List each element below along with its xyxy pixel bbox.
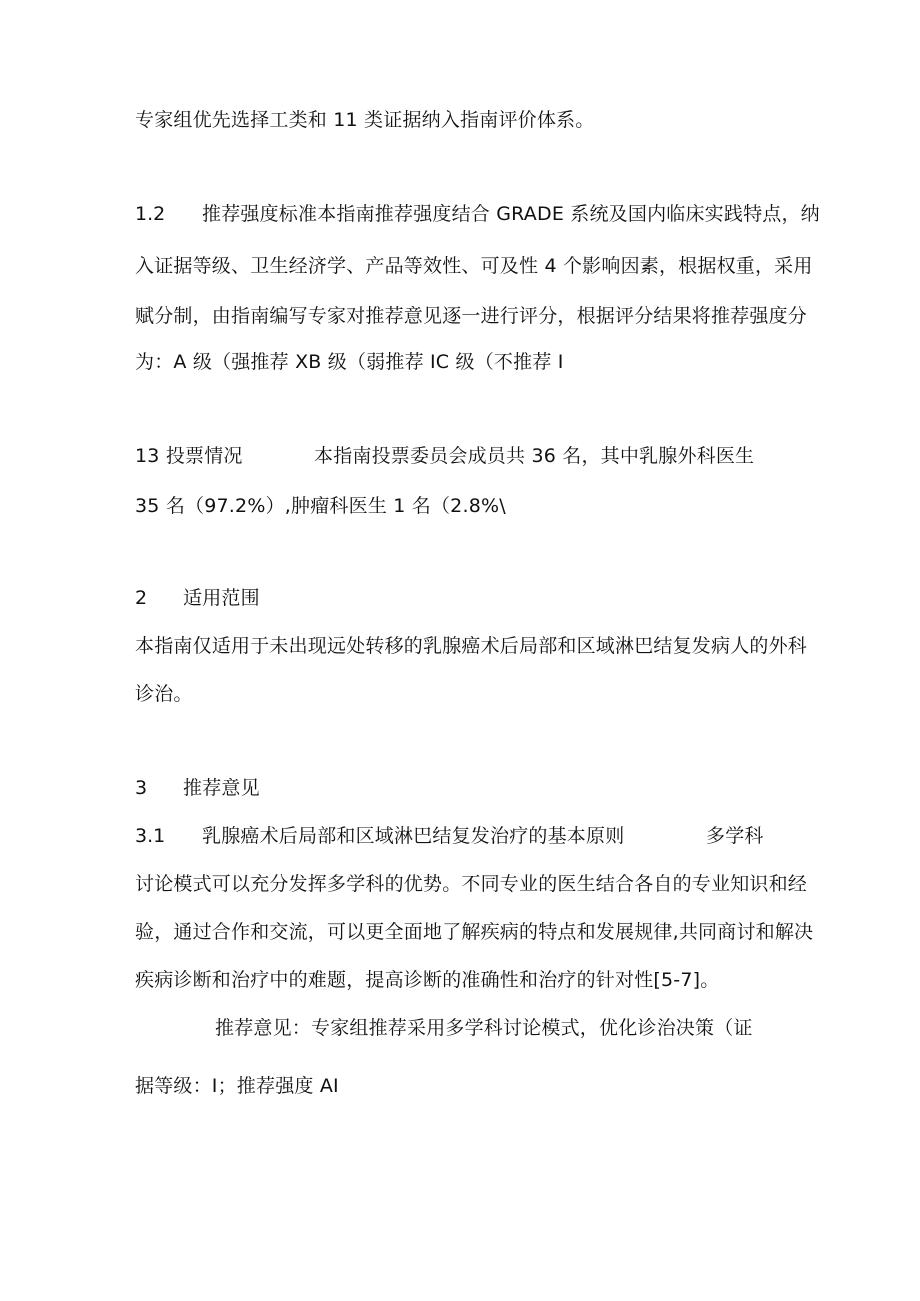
section-number-3-1: 3.1 — [135, 825, 166, 847]
section-2-title: 适用范围 — [183, 587, 260, 609]
section-3-1-line-4: 疾病诊断和治疗中的难题，提高诊断的准确性和治疗的针对性[5-7]。 — [135, 969, 720, 991]
section-1-3-label: 13 投票情况 — [135, 445, 243, 467]
section-3-1-title: 乳腺癌术后局部和区域淋巴结复发治疗的基本原则 — [202, 825, 625, 847]
section-3-1-line-2: 讨论模式可以充分发挥多学科的优势。不同专业的医生结合各自的专业知识和经 — [135, 873, 808, 895]
section-1-2-line-4: 为：A 级（强推荐 XB 级（弱推荐 IC 级（不推荐 I — [135, 351, 564, 373]
paragraph-evidence-selection: 专家组优先选择工类和 11 类证据纳入指南评价体系。 — [135, 109, 595, 131]
section-2-line-1: 本指南仅适用于未出现远处转移的乳腺癌术后局部和区域淋巴结复发病人的外科 — [135, 635, 808, 657]
section-3-1-title-tail: 多学科 — [706, 825, 764, 847]
section-2-line-2: 诊治。 — [135, 683, 193, 705]
recommendation-line-2: 据等级：I；推荐强度 AI — [135, 1075, 339, 1097]
section-3-1-line-3: 验，通过合作和交流，可以更全面地了解疾病的特点和发展规律,共同商讨和解决 — [135, 921, 814, 943]
section-1-3-text: 本指南投票委员会成员共 36 名，其中乳腺外科医生 — [314, 445, 755, 467]
recommendation-line-1: 推荐意见：专家组推荐采用多学科讨论模式，优化诊治决策（证 — [215, 1017, 753, 1039]
section-1-3-line-2: 35 名（97.2%）,肿瘤科医生 1 名（2.8%\ — [135, 495, 506, 517]
section-number-3: 3 — [135, 777, 148, 799]
section-1-2-line-3: 赋分制，由指南编写专家对推荐意见逐一进行评分，根据评分结果将推荐强度分 — [135, 305, 808, 327]
section-3-title: 推荐意见 — [183, 777, 260, 799]
section-1-2-line-1: 推荐强度标准本指南推荐强度结合 GRADE 系统及国内临床实践特点，纳 — [202, 203, 820, 225]
section-1-2-line-2: 入证据等级、卫生经济学、产品等效性、可及性 4 个影响因素，根据权重，采用 — [135, 255, 813, 277]
section-number-1-2: 1.2 — [135, 203, 166, 225]
section-number-2: 2 — [135, 587, 148, 609]
